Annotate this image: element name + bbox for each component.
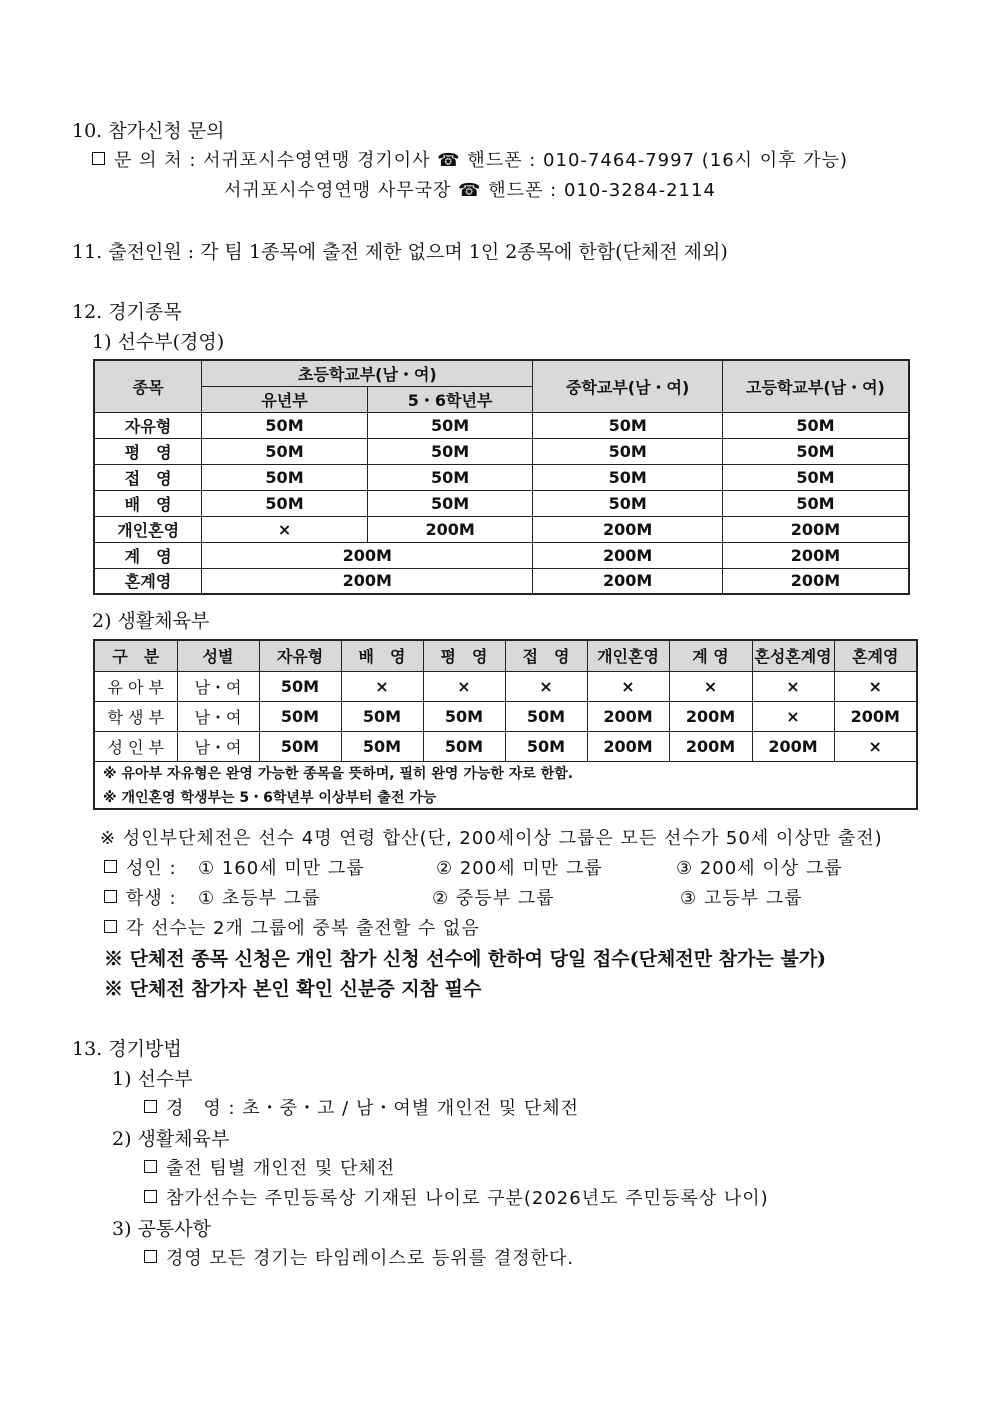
duplicate-entry-note: [104, 914, 480, 940]
table-row: [94, 464, 909, 490]
column-header: 계 영: [669, 640, 752, 671]
table-cell: 50M: [423, 701, 505, 731]
table-cell: ×: [341, 671, 423, 701]
community-events-table: [93, 639, 918, 810]
table-cell: 200M: [722, 568, 909, 594]
contact-1-label: 문 의 처 : 서귀포시수영연맹 경기이사: [114, 150, 431, 171]
table-cell: 200M: [587, 731, 669, 761]
method-community-item-2: [144, 1184, 769, 1210]
table-cell: 50M: [367, 412, 533, 438]
division-name: 성 인 부: [94, 731, 177, 761]
contact-line-1: [92, 146, 848, 172]
table-cell: 200M: [533, 568, 723, 594]
table-cell: ×: [587, 671, 669, 701]
table-cell: ×: [669, 671, 752, 701]
checkbox-square-icon: [144, 1100, 157, 1113]
table-cell: 50M: [505, 701, 587, 731]
table-cell: 남・여: [177, 671, 259, 701]
table-cell: 200M: [722, 516, 909, 542]
table-cell: 200M: [202, 568, 533, 594]
event-name: 접 영: [94, 464, 202, 490]
athlete-events-table: [93, 359, 910, 595]
contact-1-phone: 핸드폰 : 010-7464-7997 (16시 이후 가능): [467, 150, 849, 171]
table-row: [94, 568, 909, 594]
table-cell: 50M: [533, 490, 723, 516]
table-row: [94, 516, 909, 542]
column-header: 평 영: [423, 640, 505, 671]
table-cell: 50M: [505, 731, 587, 761]
division-name: 학 생 부: [94, 701, 177, 731]
checkbox-square-icon: [144, 1160, 157, 1173]
column-header: 자유형: [259, 640, 341, 671]
section-12-title: 12. 경기종목: [72, 301, 182, 323]
table-cell: 50M: [259, 701, 341, 731]
method-common: 3) 공통사항: [112, 1218, 211, 1240]
header-row: [94, 640, 917, 671]
table-cell: ×: [202, 516, 368, 542]
team-age-note: ※ 성인부단체전은 선수 4명 연령 합산(단, 200세이상 그룹은 모든 선수가 50세 이상만 출전): [100, 828, 883, 849]
table-cell: 200M: [722, 542, 909, 568]
event-name: 평 영: [94, 438, 202, 464]
table-row: [94, 438, 909, 464]
header-grade56: 5・6학년부: [367, 386, 533, 412]
table-cell: 50M: [533, 438, 723, 464]
section-13-title: 13. 경기방법: [72, 1038, 182, 1060]
telephone-icon: ☎: [458, 180, 482, 201]
table-cell: 50M: [367, 438, 533, 464]
checkbox-square-icon: [144, 1190, 157, 1203]
table-cell: 200M: [367, 516, 533, 542]
subsection-athlete: 1) 선수부(경영): [92, 331, 225, 353]
contact-2-phone: 핸드폰 : 010-3284-2114: [488, 180, 716, 201]
contact-2-label: 서귀포시수영연맹 사무국장: [224, 180, 452, 201]
event-name: 계 영: [94, 542, 202, 568]
checkbox-square-icon: [104, 920, 117, 933]
method-community-item-1: [144, 1154, 395, 1180]
adult-label: 성인 :: [126, 858, 177, 879]
student-group-3: ③ 고등부 그룹: [680, 888, 803, 909]
table-cell: 200M: [533, 542, 723, 568]
column-header: 혼성혼계영: [752, 640, 834, 671]
table-cell: 200M: [587, 701, 669, 731]
method-community-text-1: 출전 팀별 개인전 및 단체전: [166, 1158, 396, 1179]
checkbox-square-icon: [144, 1250, 157, 1263]
student-group-1: ① 초등부 그룹: [198, 888, 321, 909]
method-common-text: 경영 모든 경기는 타임레이스로 등위를 결정한다.: [166, 1248, 575, 1269]
student-group-2: ② 중등부 그룹: [432, 888, 555, 909]
table-cell: 200M: [669, 731, 752, 761]
table-row: [94, 542, 909, 568]
contact-line-2: [224, 176, 716, 202]
table-cell: 50M: [202, 412, 368, 438]
table-row: [94, 412, 909, 438]
adult-group-1: ① 160세 미만 그룹: [198, 858, 365, 879]
table-note-2: ※ 개인혼영 학생부는 5・6학년부 이상부터 출전 가능: [94, 785, 917, 809]
student-groups: [104, 884, 177, 910]
table-cell: 50M: [722, 464, 909, 490]
table-cell: 50M: [533, 412, 723, 438]
section-10-title: 10. 참가신청 문의: [72, 120, 225, 142]
method-common-item: [144, 1244, 574, 1270]
table-cell: ×: [834, 671, 917, 701]
table-cell: 남・여: [177, 701, 259, 731]
table-row: [94, 490, 909, 516]
method-community: 2) 생활체육부: [112, 1128, 230, 1150]
id-required-note: ※ 단체전 참가자 본인 확인 신분증 지참 필수: [104, 978, 482, 1000]
table-cell: 200M: [669, 701, 752, 731]
table-cell: ×: [505, 671, 587, 701]
event-name: 자유형: [94, 412, 202, 438]
checkbox-square-icon: [92, 152, 105, 165]
section-11-title: 11. 출전인원 : 각 팀 1종목에 출전 제한 없으며 1인 2종목에 한함(단체전 제외): [72, 241, 728, 263]
table-cell: 50M: [341, 701, 423, 731]
duplicate-entry-text: 각 선수는 2개 그룹에 중복 출전할 수 없음: [126, 918, 480, 939]
table-cell: 50M: [202, 464, 368, 490]
table-row: [94, 701, 917, 731]
checkbox-square-icon: [104, 860, 117, 873]
table-cell: 50M: [722, 438, 909, 464]
table-cell: ×: [423, 671, 505, 701]
header-high: 고등학교부(남・여): [722, 360, 909, 412]
adult-groups: [104, 854, 177, 880]
subsection-community: 2) 생활체육부: [92, 610, 210, 632]
column-header: 혼계영: [834, 640, 917, 671]
method-athlete-item: [144, 1094, 579, 1120]
header-youth: 유년부: [202, 386, 368, 412]
table-cell: 50M: [423, 731, 505, 761]
table-cell: 200M: [752, 731, 834, 761]
event-name: 개인혼영: [94, 516, 202, 542]
event-name: 배 영: [94, 490, 202, 516]
table-cell: 50M: [722, 412, 909, 438]
table-cell: 50M: [202, 490, 368, 516]
student-label: 학생 :: [126, 888, 177, 909]
column-header: 성별: [177, 640, 259, 671]
checkbox-square-icon: [104, 890, 117, 903]
table-cell: ×: [834, 731, 917, 761]
table-cell: ×: [752, 701, 834, 731]
adult-group-2: ② 200세 미만 그룹: [436, 858, 603, 879]
table-cell: 50M: [202, 438, 368, 464]
telephone-icon: ☎: [437, 150, 461, 171]
method-athlete-text: 경 영 : 초・중・고 / 남・여별 개인전 및 단체전: [166, 1098, 579, 1119]
column-header: 구 분: [94, 640, 177, 671]
table-cell: 50M: [259, 731, 341, 761]
table-row: [94, 731, 917, 761]
table-cell: 50M: [341, 731, 423, 761]
table-cell: 50M: [259, 671, 341, 701]
table-note-1: ※ 유아부 자유형은 완영 가능한 종목을 뜻하며, 필히 완영 가능한 자로 한함.: [94, 761, 917, 785]
table-cell: 200M: [202, 542, 533, 568]
table-row: [94, 671, 917, 701]
table-cell: 50M: [367, 490, 533, 516]
table-cell: 50M: [367, 464, 533, 490]
table-cell: 50M: [533, 464, 723, 490]
table-cell: 200M: [834, 701, 917, 731]
table-cell: 남・여: [177, 731, 259, 761]
team-entry-note: ※ 단체전 종목 신청은 개인 참가 신청 선수에 한하여 당일 접수(단체전만 참가는 불가): [104, 948, 827, 970]
header-event: 종목: [94, 360, 202, 412]
table-cell: ×: [752, 671, 834, 701]
event-name: 혼계영: [94, 568, 202, 594]
header-elementary: 초등학교부(남・여): [202, 360, 533, 386]
column-header: 접 영: [505, 640, 587, 671]
column-header: 배 영: [341, 640, 423, 671]
header-middle: 중학교부(남・여): [533, 360, 723, 412]
method-athlete: 1) 선수부: [112, 1068, 193, 1090]
adult-group-3: ③ 200세 이상 그룹: [676, 858, 843, 879]
method-community-text-2: 참가선수는 주민등록상 기재된 나이로 구분(2026년도 주민등록상 나이): [166, 1188, 769, 1209]
table-cell: 200M: [533, 516, 723, 542]
division-name: 유 아 부: [94, 671, 177, 701]
table-cell: 50M: [722, 490, 909, 516]
column-header: 개인혼영: [587, 640, 669, 671]
